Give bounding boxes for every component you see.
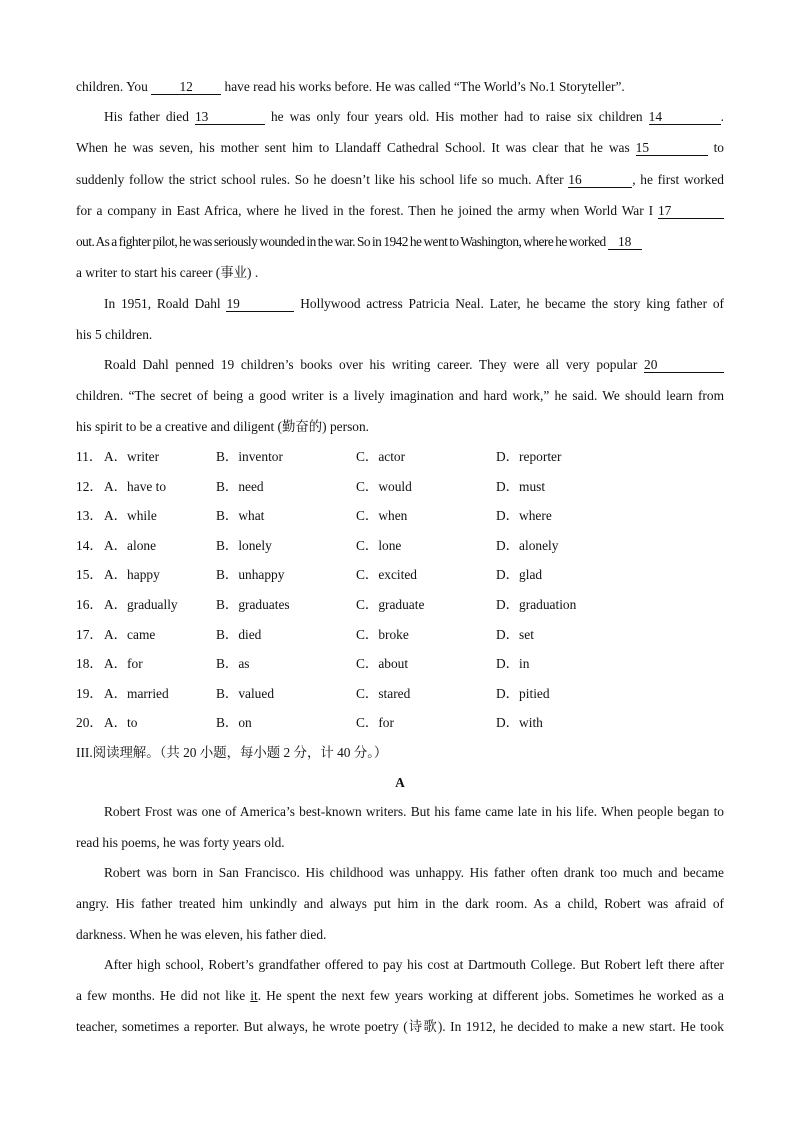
reading-line-3: Robert was born in San Francisco. His childhood was unhappy. His father often drank too much and became bbox=[104, 865, 724, 880]
blank-15: 15 bbox=[636, 141, 708, 156]
reading-line-8: teacher, sometimes a reporter. But always, he wrote poetry (诗歌). In 1912, he decided to make a new start. He took bbox=[76, 1019, 724, 1034]
option-d: D．glad bbox=[496, 567, 543, 583]
option-d: D．pitied bbox=[496, 685, 550, 701]
blank-12: 12 bbox=[151, 80, 221, 95]
text: Roald Dahl penned 19 children’s books over his writing career. They were all very popular bbox=[104, 357, 638, 372]
passage-line-4 bbox=[76, 172, 724, 188]
option-b: B．as bbox=[216, 656, 250, 672]
option-d: D．where bbox=[496, 508, 552, 524]
option-d: D．with bbox=[496, 715, 543, 731]
reading-line-1: Robert Frost was one of America’s best-known writers. But his fame came late in his life. When people began to bbox=[104, 804, 724, 819]
text: children. You bbox=[76, 79, 148, 94]
passage-line-2 bbox=[104, 109, 724, 125]
option-c: C．lone bbox=[356, 537, 402, 553]
text: . bbox=[720, 109, 724, 124]
option-b: B．lonely bbox=[216, 537, 272, 553]
passage-line-9: his 5 children. bbox=[76, 327, 153, 342]
reading-line-6: After high school, Robert’s grandfather offered to pay his cost at Dartmouth College. But Robert left there after bbox=[104, 957, 724, 972]
passage-line-10 bbox=[104, 357, 724, 373]
text: suddenly follow the strict school rules. So he doesn’t like his school life so much. After bbox=[76, 172, 564, 187]
reading-line-7 bbox=[76, 988, 724, 1004]
option-d: D．graduation bbox=[496, 597, 577, 612]
reading-line-5: darkness. When he was eleven, his father died. bbox=[76, 927, 327, 942]
option-b: B．what bbox=[216, 508, 265, 524]
option-b: B．on bbox=[216, 715, 252, 731]
option-a: A．came bbox=[104, 626, 156, 642]
blank-18: 18 bbox=[608, 235, 642, 250]
option-a: A．writer bbox=[104, 449, 160, 464]
blank-17: 17 bbox=[658, 204, 724, 219]
text: a few months. He did not like bbox=[76, 988, 246, 1003]
text: , he first worked bbox=[632, 172, 724, 187]
option-b: B．inventor bbox=[216, 449, 283, 464]
blank-13: 13 bbox=[195, 110, 265, 125]
passage-line-12: his spirit to be a creative and diligent (勤奋的) person. bbox=[76, 419, 370, 434]
option-c: C．actor bbox=[356, 449, 406, 464]
question-number: 12． bbox=[76, 478, 103, 494]
text: . He spent the next few years working at different jobs. Sometimes he worked as a bbox=[257, 988, 724, 1003]
option-a: A．to bbox=[104, 715, 138, 731]
option-c: C．when bbox=[356, 508, 408, 524]
reading-line-2: read his poems, he was forty years old. bbox=[76, 835, 285, 850]
option-d: D．reporter bbox=[496, 449, 562, 464]
question-number: 14． bbox=[76, 537, 103, 553]
option-a: A．for bbox=[104, 656, 143, 672]
text: Hollywood actress Patricia Neal. Later, he became the story king father of bbox=[300, 296, 724, 311]
option-a: A．happy bbox=[104, 567, 160, 583]
passage-line-7: a writer to start his career (事业) . bbox=[76, 265, 259, 280]
blank-19: 19 bbox=[226, 297, 294, 312]
reading-line-4: angry. His father treated him unkindly and always put him in the dark room. As a child, Robert was afraid of bbox=[76, 896, 724, 911]
text: In 1951, Roald Dahl bbox=[104, 296, 221, 311]
option-d: D．set bbox=[496, 626, 534, 642]
option-c: C．graduate bbox=[356, 597, 425, 612]
passage-line-11: children. “The secret of being a good writer is a lively imagination and hard work,” he said. We should learn from bbox=[76, 388, 724, 403]
option-c: C．for bbox=[356, 715, 394, 731]
passage-line-5 bbox=[76, 203, 724, 219]
option-c: C．broke bbox=[356, 626, 409, 642]
blank-14: 14 bbox=[649, 110, 721, 125]
question-number: 19． bbox=[76, 685, 103, 701]
option-c: C．stared bbox=[356, 685, 411, 701]
option-d: D．in bbox=[496, 656, 530, 672]
text: have read his works before. He was called “The World’s No.1 Storyteller”. bbox=[224, 79, 625, 94]
text: he was only four years old. His mother had to raise six children bbox=[270, 109, 643, 124]
option-a: A．have to bbox=[104, 478, 167, 494]
passage-line-3 bbox=[76, 140, 724, 156]
option-d: D．alonely bbox=[496, 537, 559, 553]
option-a: A．married bbox=[104, 685, 169, 701]
option-a: A．while bbox=[104, 508, 157, 524]
option-b: B．graduates bbox=[216, 597, 290, 612]
option-b: B．unhappy bbox=[216, 567, 285, 583]
passage-line-6 bbox=[76, 234, 724, 250]
option-c: C．excited bbox=[356, 567, 417, 583]
option-b: B．need bbox=[216, 478, 264, 494]
section-title: III.阅读理解。（共 20 小题，每小题 2 分，计 40 分。） bbox=[76, 745, 388, 760]
question-number: 16． bbox=[76, 597, 103, 612]
passage-line-1 bbox=[76, 79, 724, 95]
question-number: 20． bbox=[76, 715, 103, 731]
text: out. As a fighter pilot, he was seriously wounded in the war. So in 1942 he went to Washington, where he worked bbox=[76, 234, 606, 249]
text: to bbox=[713, 140, 724, 155]
text: His father died bbox=[104, 109, 189, 124]
text: When he was seven, his mother sent him to Llandaff Cathedral School. It was clear that he was bbox=[76, 140, 630, 155]
question-number: 18． bbox=[76, 656, 103, 672]
blank-20: 20 bbox=[644, 358, 724, 373]
option-d: D．must bbox=[496, 478, 546, 494]
option-c: C．about bbox=[356, 656, 409, 672]
question-number: 15． bbox=[76, 567, 103, 583]
question-number: 11． bbox=[76, 449, 103, 464]
option-a: A．gradually bbox=[104, 597, 178, 612]
part-heading: A bbox=[395, 775, 405, 790]
option-b: B．valued bbox=[216, 685, 275, 701]
option-c: C．would bbox=[356, 478, 412, 494]
underlined-word: it bbox=[250, 988, 258, 1003]
passage-line-8 bbox=[104, 296, 724, 312]
option-a: A．alone bbox=[104, 537, 157, 553]
text: for a company in East Africa, where he lived in the forest. Then he joined the army when World War I bbox=[76, 203, 654, 218]
question-number: 13． bbox=[76, 508, 103, 524]
blank-16: 16 bbox=[568, 173, 632, 188]
option-b: B．died bbox=[216, 626, 262, 642]
question-number: 17． bbox=[76, 626, 103, 642]
